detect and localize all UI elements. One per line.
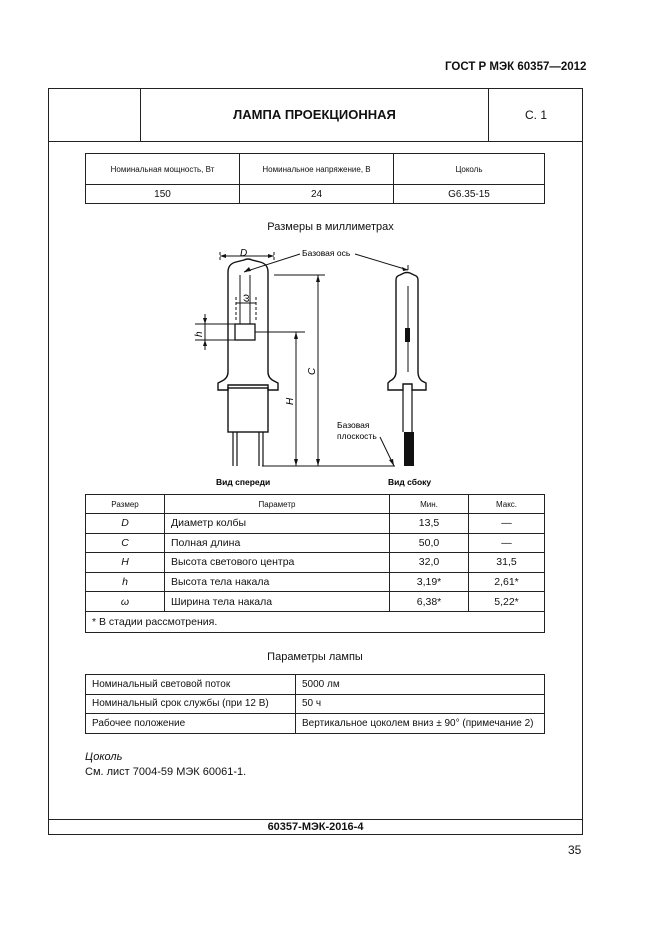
footer-divider <box>48 819 583 820</box>
drawing-caption: Размеры в миллиметрах <box>267 221 394 233</box>
footer-doc-code: 60357-МЭК-2016-4 <box>267 821 364 833</box>
dim-label-d: D <box>240 248 248 259</box>
dim-param: Полная длина <box>165 533 390 553</box>
dim-max: 31,5 <box>469 553 545 573</box>
ratings-value-cap: G6.35-15 <box>394 185 545 204</box>
dim-param: Высота тела накала <box>165 572 390 592</box>
dim-header-max: Макс. <box>469 495 545 514</box>
side-view-label: Вид сбоку <box>388 477 432 487</box>
dim-max: 5,22* <box>469 592 545 612</box>
param-label: Номинальный световой поток <box>86 675 296 695</box>
dim-min: 6,38* <box>390 592 469 612</box>
dim-symbol: ω <box>86 592 165 612</box>
param-value: 5000 лм <box>296 675 545 695</box>
dim-header-min: Мин. <box>390 495 469 514</box>
dim-param: Диаметр колбы <box>165 514 390 534</box>
dim-label-big-h: H <box>285 397 296 405</box>
lamp-params-table <box>85 674 545 734</box>
dim-max: — <box>469 514 545 534</box>
param-value: Вертикальное цоколем вниз ± 90° (примечание 2) <box>296 714 545 734</box>
front-view-label: Вид спереди <box>216 477 271 487</box>
dimensions-note: * В стадии рассмотрения. <box>86 611 545 632</box>
table-row <box>86 553 545 573</box>
page-number: 35 <box>568 843 582 857</box>
dim-symbol: H <box>86 553 165 573</box>
dim-param: Высота светового центра <box>165 553 390 573</box>
dim-symbol: D <box>86 514 165 534</box>
dimensions-table <box>85 494 545 633</box>
base-plane-label-1: Базовая <box>337 420 370 430</box>
dim-label-h: h <box>194 331 205 337</box>
dim-min: 13,5 <box>390 514 469 534</box>
cap-heading: Цоколь <box>85 751 123 763</box>
table-row <box>86 533 545 553</box>
dim-param: Ширина тела накала <box>165 592 390 612</box>
table-row <box>86 592 545 612</box>
standard-code: ГОСТ Р МЭК 60357—2012 <box>445 61 587 73</box>
dim-min: 50,0 <box>390 533 469 553</box>
dim-header-size: Размер <box>86 495 165 514</box>
table-row <box>86 514 545 534</box>
ratings-value-power: 150 <box>86 185 240 204</box>
table-row <box>86 714 545 734</box>
param-value: 50 ч <box>296 694 545 714</box>
base-plane-label-2: плоскость <box>337 431 377 441</box>
sheet-title: ЛАМПА ПРОЕКЦИОННАЯ <box>141 88 489 141</box>
table-row <box>86 675 545 695</box>
dim-header-param: Параметр <box>165 495 390 514</box>
dim-symbol: h <box>86 572 165 592</box>
ratings-value-voltage: 24 <box>240 185 394 204</box>
ratings-header-cap: Цоколь <box>394 154 545 185</box>
param-label: Рабочее положение <box>86 714 296 734</box>
table-row <box>86 572 545 592</box>
dim-min: 32,0 <box>390 553 469 573</box>
base-axis-label: Базовая ось <box>302 248 351 258</box>
ratings-header-power: Номинальная мощность, Вт <box>86 154 240 185</box>
sheet-number: С. 1 <box>524 107 547 122</box>
ratings-header-voltage: Номинальное напряжение, В <box>240 154 394 185</box>
dim-label-omega: ω <box>241 294 252 302</box>
dim-symbol: C <box>86 533 165 553</box>
lamp-params-caption: Параметры лампы <box>267 651 363 663</box>
dim-max: 2,61* <box>469 572 545 592</box>
dim-min: 3,19* <box>390 572 469 592</box>
table-row <box>86 694 545 714</box>
param-label: Номинальный срок службы (при 12 В) <box>86 694 296 714</box>
dim-label-c: C <box>307 367 318 375</box>
dim-max: — <box>469 533 545 553</box>
cap-reference: См. лист 7004-59 МЭК 60061-1. <box>85 766 247 778</box>
